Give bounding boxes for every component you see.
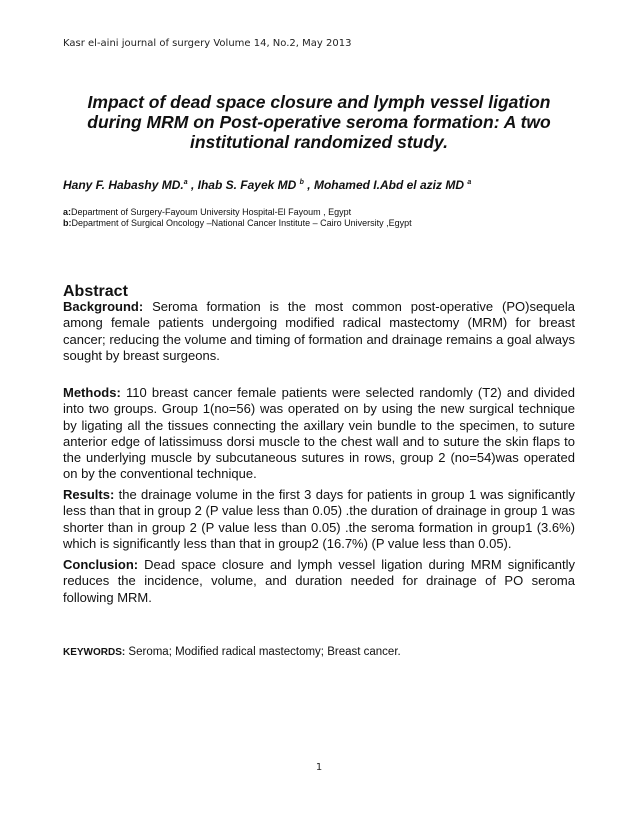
background-label: Background: [63,299,144,314]
affiliation-label: b: [63,218,72,228]
methods-label: Methods: [63,385,121,400]
author-name: Mohamed I.Abd el aziz MD [313,178,464,192]
affiliation-a [63,207,351,217]
conclusion-paragraph [63,557,575,606]
page-number: 1 [315,762,323,773]
affiliation-text: Department of Surgical Oncology –National Cancer Institute – Cairo University ,Egypt [71,218,412,228]
background-paragraph [63,299,575,364]
author-name: Hany F. Habashy MD. [63,178,184,192]
methods-paragraph [63,385,575,483]
keywords-line [63,646,401,658]
affiliation-text: Department of Surgery-Fayoum University Hospital-El Fayoum , Egypt [71,207,352,217]
keywords-label: KEYWORDS: [63,647,126,658]
author-name: Ihab S. Fayek MD [197,178,297,192]
author-list [63,178,583,192]
conclusion-text: Dead space closure and lymph vessel ligation during MRM significantly reduces the incidence, volume, and duration needed for drainage of PO seroma following MRM. [63,557,575,605]
author-affiliation-mark: b [299,179,304,186]
abstract-heading: Abstract [63,283,128,300]
affiliation-b [63,218,412,228]
author-affiliation-mark: a [467,179,472,186]
results-text: the drainage volume in the first 3 days for patients in group 1 was significantly less than that in group 2 (P value less than 0.05) .the duration of drainage in group 1 was shorter than in group 2 (P value less than 0.05) .the seroma formation in group1 (3.6%) which is significantly less than that in group2 (16.7%) (P value less than 0.05). [63,487,575,551]
results-label: Results: [63,487,115,502]
methods-text: 110 breast cancer female patients were selected randomly (T2) and divided into two groups. Group 1(no=56) was operated on by using the new surgical technique by ligating all the tissues connecting the axillary vein bundle to the specimen, to suture anterior edge of latissimuss dorsi muscle to the chest wall and to suture the skin flaps to the underlying muscle by subcutaneous sutures in rows, group 2 (no=54)was operated on by the conventional technique. [63,385,575,482]
author-separator: , [303,178,314,192]
affiliation-label: a: [63,207,72,217]
conclusion-label: Conclusion: [63,557,139,572]
paper-title: Impact of dead space closure and lymph vessel ligation during MRM on Post-operative seroma formation: A two institutional randomized study. [87,92,551,152]
keywords-text: Seroma; Modified radical mastectomy; Breast cancer. [125,646,401,658]
results-paragraph [63,487,575,552]
journal-header: Kasr el-aini journal of surgery Volume 14, No.2, May 2013 [63,38,352,49]
background-text: Seroma formation is the most common post-operative (PO)sequela among female patients undergoing modified radical mastectomy (MRM) for breast cancer; reducing the volume and timing of formation and drainage remains a goal always sought by breast surgeons. [63,299,575,363]
author-separator: , [187,178,198,192]
author-affiliation-mark: a [183,179,188,186]
